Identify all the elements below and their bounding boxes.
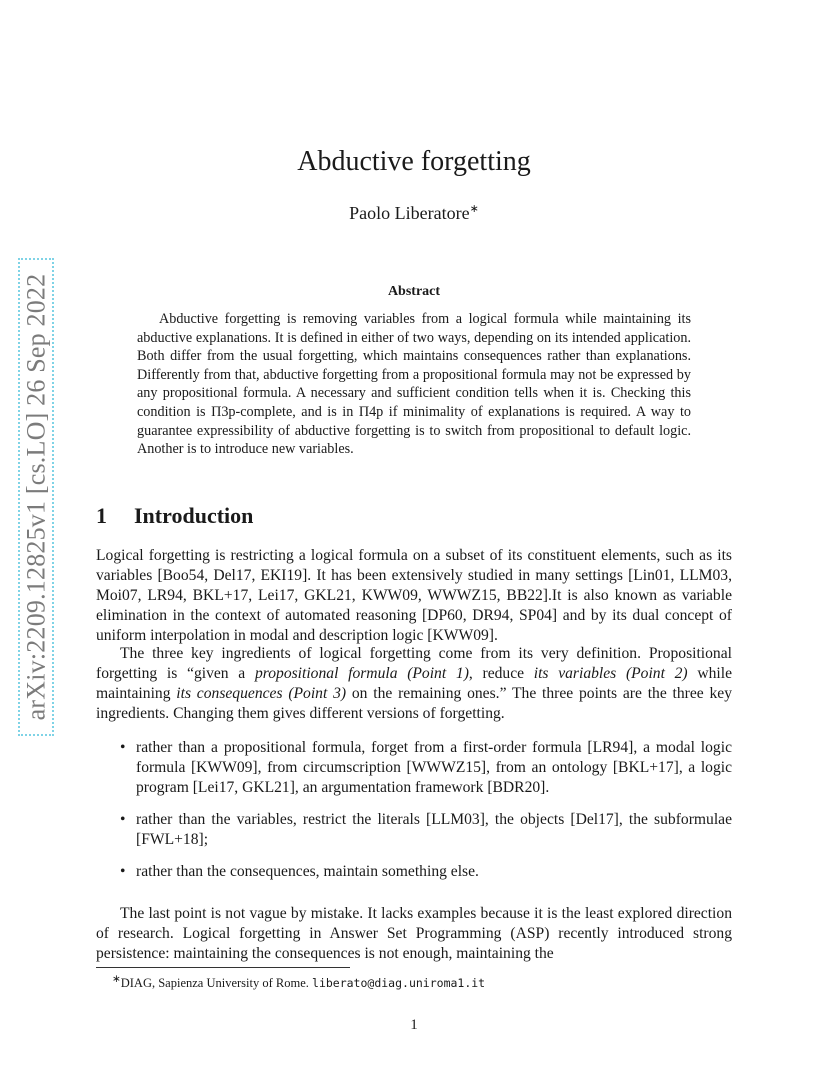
list-item [120, 810, 732, 850]
paragraph-2 [96, 644, 732, 724]
author-line [0, 202, 828, 224]
bullet-icon: • [120, 739, 126, 756]
list-item-text: rather than the variables, restrict the literals [LLM03], the objects [Del17], the subformulae [FWL+18]; [136, 811, 732, 848]
footnote [112, 973, 712, 991]
list-item [120, 862, 732, 882]
paragraph-2-italic-2: its variables (Point 2) [533, 665, 688, 682]
footnote-mark: ∗ [112, 974, 121, 985]
paragraph-2-part-c: while maintaining [96, 665, 732, 702]
section-title: Introduction [134, 503, 254, 528]
page-number: 1 [410, 1017, 418, 1033]
paragraph-1: Logical forgetting is restricting a logical formula on a subset of its constituent elements, such as its variables [Boo54, Del17, EKI19]. It has been extensively studied in many settings [Lin01, LLM03, Moi07, LR94, BKL+17, Lei17, GKL21, KWW09, WWWZ15, BB22].It is also known as variable elimination in the context of automated reasoning [DP60, DR94, SP04] and by its dual concept of uniform interpolation in modal and description logic [KWW09]. [96, 547, 732, 644]
paragraph-2-italic-1: propositional formula (Point 1) [254, 665, 469, 682]
paper-title: Abductive forgetting [297, 146, 531, 177]
footnote-rule [96, 967, 350, 968]
list-item-text: rather than a propositional formula, forget from a first-order formula [LR94], a modal logic formula [KWW09], from circumscription [WWWZ15], from an ontology [BKL+17], a logic program [Lei17, GKL21], an argumentation framework [BDR20]. [136, 739, 732, 796]
section-heading [96, 503, 736, 529]
author-name: Paolo Liberatore [349, 203, 470, 223]
abstract-body: Abductive forgetting is removing variables from a logical formula while maintaining its abductive explanations. It is defined in either of two ways, depending on its intended application. Both differ from the usual forgetting, which maintains consequences rather than explanations. Differently from that, abductive forgetting from a propositional formula may not be expressed by any propositional formula. A necessary and sufficient condition tells when it is. Checking this condition is Π3p-complete, and is in Π4p if minimality of explanations is required. A way to guarantee expressibility of abductive forgetting is to switch from propositional to default logic. Another is to introduce new variables. [137, 311, 691, 458]
abstract-heading: Abstract [387, 284, 441, 299]
author-footnote-mark: ∗ [469, 203, 479, 215]
footnote-email[interactable]: liberato@diag.uniroma1.it [312, 976, 486, 991]
paragraph-2-part-b: , reduce [468, 665, 534, 682]
paragraph-2-italic-3: its consequences (Point 3) [176, 685, 347, 702]
paragraph-3: The last point is not vague by mistake. It lacks examples because it is the least explored direction of research. Logical forgetting in Answer Set Programming (ASP) recently introduced strong persistence: maintaining the consequences is not enough, maintaining the [96, 905, 732, 962]
bullet-list [120, 738, 732, 894]
section-number: 1 [96, 503, 107, 528]
bullet-icon: • [120, 811, 126, 828]
bullet-icon: • [120, 863, 126, 880]
arxiv-stamp [18, 258, 54, 736]
paragraph-2-part-d: on the remaining ones.” The three points are the three key ingredients. Changing them gives different versions of forgetting. [96, 685, 733, 722]
footnote-text: DIAG, Sapienza University of Rome. [120, 976, 313, 991]
arxiv-stamp-text: arXiv:2209.12825v1 [cs.LO] 26 Sep 2022 [21, 273, 50, 721]
paragraph-2-part-a: The three key ingredients of logical forgetting come from its very definition. Propositional forgetting is “given a [96, 645, 732, 682]
list-item-text: rather than the consequences, maintain something else. [136, 863, 479, 880]
list-item [120, 738, 732, 798]
